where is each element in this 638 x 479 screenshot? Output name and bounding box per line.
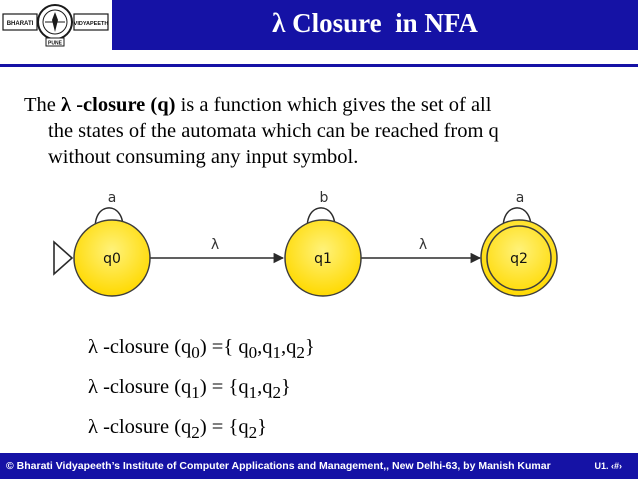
state-q1 bbox=[285, 220, 361, 296]
closure-result-part: ,q bbox=[257, 336, 273, 358]
closure-result-sub: 1 bbox=[248, 383, 258, 403]
loop-label-q1: b bbox=[319, 190, 329, 206]
logo-emblem-icon bbox=[0, 0, 112, 50]
closure-result-part: } bbox=[304, 336, 315, 358]
definition-line-1-rest: is a function which gives the set of all bbox=[175, 94, 492, 116]
footer-bar bbox=[0, 453, 638, 479]
slide-title: λ Closure in NFA bbox=[272, 8, 478, 38]
definition-prefix: The bbox=[24, 94, 61, 116]
institute-logo bbox=[0, 0, 112, 50]
closure-label: λ -closure (q bbox=[88, 376, 192, 399]
closure-label: λ -closure (q bbox=[88, 336, 192, 358]
closure-result-sub: 2 bbox=[248, 423, 258, 443]
closure-list bbox=[88, 330, 315, 450]
closure-subscript: 2 bbox=[191, 423, 200, 443]
start-state-arrow bbox=[54, 242, 72, 274]
loop-label-q0: a bbox=[107, 190, 117, 206]
closure-result-part: ,q bbox=[257, 376, 273, 399]
lambda-symbol: λ bbox=[61, 94, 72, 116]
closure-term: -closure (q) bbox=[71, 94, 176, 116]
definition-line-2: the states of the automata which can be reached from q bbox=[48, 120, 499, 142]
closure-result-part: ) = {q bbox=[199, 416, 249, 439]
closure-result-sub: 2 bbox=[272, 383, 282, 403]
state-label-q2: q2 bbox=[510, 251, 528, 267]
header-bar bbox=[0, 0, 638, 50]
header-divider bbox=[0, 64, 638, 67]
definition-line-1 bbox=[24, 92, 624, 118]
logo-bottom-text: PUNE bbox=[48, 40, 62, 47]
closure-row-q0 bbox=[88, 330, 315, 370]
closure-row-q2 bbox=[88, 410, 315, 450]
logo-right-text: VIDYAPEETH bbox=[73, 21, 109, 27]
page-number: U1. ‹#› bbox=[594, 461, 622, 471]
transition-label-1: λ bbox=[210, 237, 220, 253]
state-label-q0: q0 bbox=[103, 251, 121, 267]
closure-row-q1 bbox=[88, 370, 315, 410]
closure-subscript: 1 bbox=[191, 383, 200, 403]
closure-result-sub: 1 bbox=[272, 343, 282, 363]
closure-result-part: } bbox=[257, 416, 267, 439]
closure-result-part: } bbox=[281, 376, 291, 399]
closure-subscript: 0 bbox=[191, 343, 200, 363]
closure-result-sub: 2 bbox=[296, 343, 305, 363]
footer-credit: © Bharati Vidyapeeth’s Institute of Computer Applications and Management,, New Delhi-63, by Manish Kumar bbox=[6, 460, 551, 472]
closure-result-part: ) = {q bbox=[199, 376, 249, 399]
closure-result-part: ) ={ q bbox=[199, 336, 249, 358]
nfa-diagram bbox=[40, 180, 600, 300]
closure-result-sub: 0 bbox=[248, 343, 258, 363]
state-q0 bbox=[74, 220, 150, 296]
transition-label-2: λ bbox=[418, 237, 428, 253]
logo-left-text: BHARATI bbox=[6, 21, 34, 27]
closure-label: λ -closure (q bbox=[88, 416, 192, 439]
definition-text bbox=[24, 92, 624, 170]
definition-line-3: without consuming any input symbol. bbox=[48, 146, 359, 168]
state-q2 bbox=[481, 220, 557, 296]
loop-label-q2: a bbox=[515, 190, 525, 206]
closure-result-part: ,q bbox=[281, 336, 297, 358]
state-label-q1: q1 bbox=[314, 251, 332, 267]
